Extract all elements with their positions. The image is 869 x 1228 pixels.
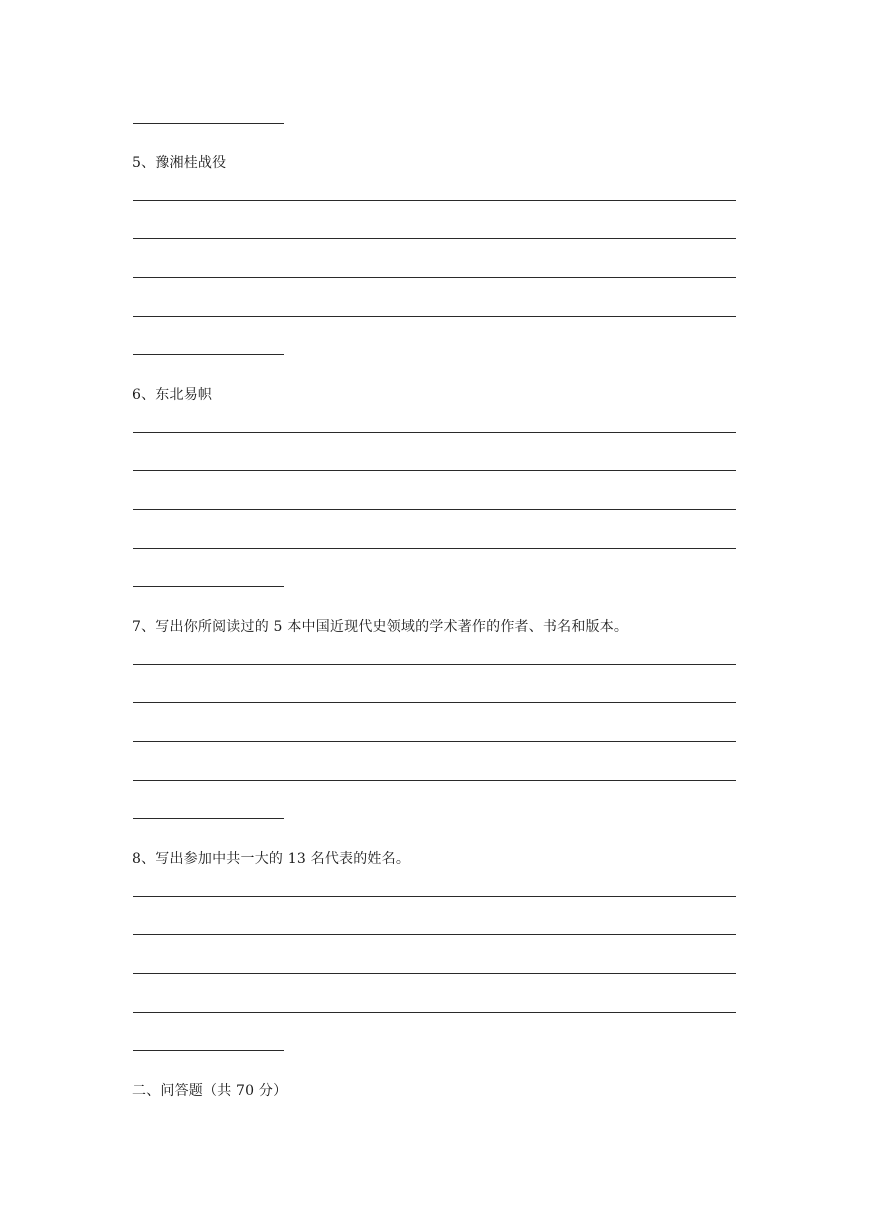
answer-line[interactable] — [133, 123, 284, 124]
section-heading: 二、问答题（共 70 分） — [132, 1083, 288, 1099]
answer-line[interactable] — [133, 741, 736, 742]
answer-line[interactable] — [133, 780, 736, 781]
answer-line[interactable] — [133, 934, 736, 935]
answer-line[interactable] — [133, 238, 736, 239]
answer-line[interactable] — [133, 509, 736, 510]
answer-line[interactable] — [133, 896, 736, 897]
answer-line[interactable] — [133, 1050, 284, 1051]
question-8: 8、写出参加中共一大的 13 名代表的姓名。 — [132, 851, 411, 867]
answer-line[interactable] — [133, 470, 736, 471]
question-6: 6、东北易帜 — [132, 387, 213, 403]
answer-line[interactable] — [133, 586, 284, 587]
answer-line[interactable] — [133, 432, 736, 433]
answer-line[interactable] — [133, 973, 736, 974]
answer-line[interactable] — [133, 354, 284, 355]
answer-line[interactable] — [133, 702, 736, 703]
answer-line[interactable] — [133, 818, 284, 819]
answer-line[interactable] — [133, 200, 736, 201]
answer-line[interactable] — [133, 277, 736, 278]
answer-line[interactable] — [133, 316, 736, 317]
question-7: 7、写出你所阅读过的 5 本中国近现代史领域的学术著作的作者、书名和版本。 — [132, 619, 629, 635]
answer-line[interactable] — [133, 548, 736, 549]
question-5: 5、豫湘桂战役 — [132, 155, 227, 171]
answer-line[interactable] — [133, 664, 736, 665]
answer-line[interactable] — [133, 1012, 736, 1013]
